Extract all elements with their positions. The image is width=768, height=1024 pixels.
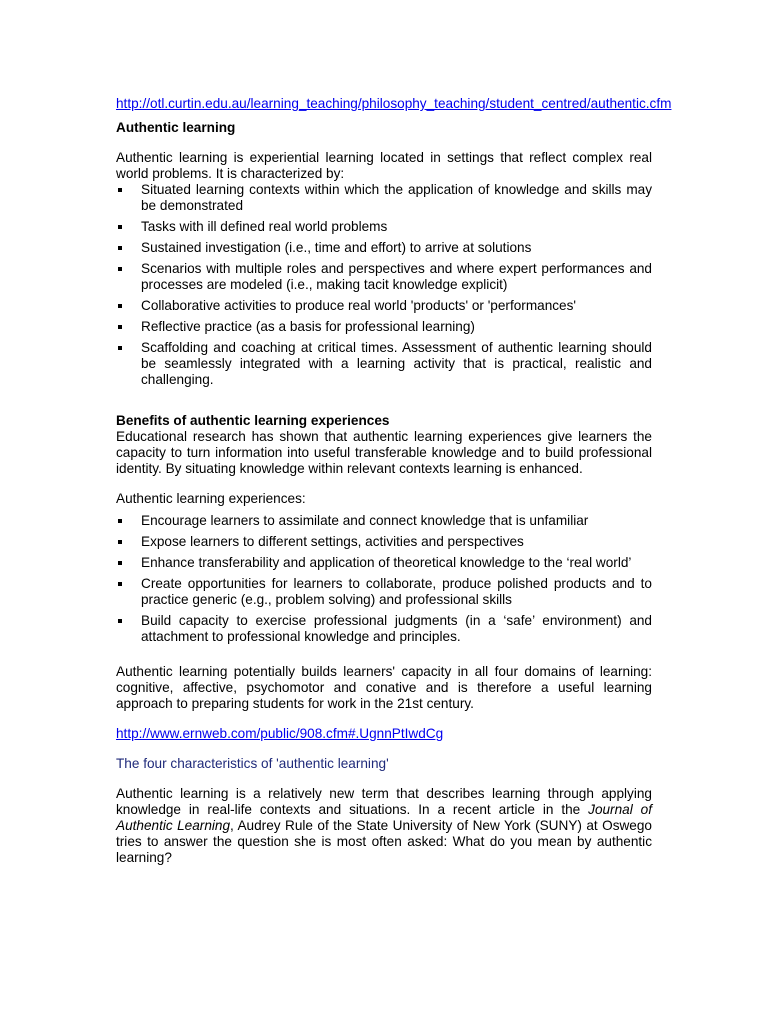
list-item: Build capacity to exercise professional judgments (in a ‘safe’ environment) and attachment to professional knowledge and principles. (116, 613, 652, 645)
bullet-icon (118, 519, 122, 523)
four-characteristics-body: Authentic learning is a relatively new term that describes learning through applying knowledge in real-life contexts and situations. In a recent article in the Journal of Authentic Learning, Audrey Rule of the State University of New York (SUNY) at Oswego tries to answer the question she is most often asked: What do you mean by authentic learning? (116, 786, 652, 865)
document-page (116, 96, 672, 866)
list-item: Encourage learners to assimilate and connect knowledge that is unfamiliar (116, 513, 652, 529)
domains-paragraph: Authentic learning potentially builds learners' capacity in all four domains of learning: cognitive, affective, psychomotor and conative and is therefore a useful learning approach to preparing students for work in the 21st century. (116, 664, 652, 711)
bullet-icon (118, 188, 122, 192)
bullet-icon (118, 325, 122, 329)
benefits-heading: Benefits of authentic learning experiences (116, 413, 390, 428)
list-item: Scenarios with multiple roles and perspectives and where expert performances and processes are modeled (i.e., making tacit knowledge explicit) (116, 261, 652, 293)
curtin-url-link[interactable]: http://otl.curtin.edu.au/learning_teaching/philosophy_teaching/student_centred/authentic.cfm (116, 96, 672, 111)
bullet-icon (118, 619, 122, 623)
bullet-icon (118, 225, 122, 229)
journal-title: Journal of Authentic Learning (116, 802, 652, 833)
bullet-icon (118, 304, 122, 308)
authentic-learning-intro: Authentic learning is experiential learning located in settings that reflect complex real world problems. It is characterized by: (116, 150, 652, 181)
benefits-body: Educational research has shown that authentic learning experiences give learners the capacity to turn information into useful transferable knowledge and to build professional identity. By situating knowledge within relevant contexts learning is enhanced. (116, 429, 652, 476)
list-item: Reflective practice (as a basis for professional learning) (116, 319, 652, 335)
bullet-icon (118, 582, 122, 586)
experiences-list (116, 513, 652, 645)
bullet-icon (118, 561, 122, 565)
list-item: Expose learners to different settings, activities and perspectives (116, 534, 652, 550)
list-item: Sustained investigation (i.e., time and effort) to arrive at solutions (116, 240, 652, 256)
bullet-icon (118, 346, 122, 350)
list-item: Collaborative activities to produce real world 'products' or 'performances' (116, 298, 652, 314)
bullet-icon (118, 540, 122, 544)
authentic-learning-heading: Authentic learning (116, 120, 236, 135)
experiences-intro: Authentic learning experiences: (116, 491, 306, 506)
bullet-icon (118, 267, 122, 271)
list-item: Enhance transferability and application of theoretical knowledge to the ‘real world’ (116, 555, 652, 571)
characteristics-list (116, 182, 652, 388)
list-item: Create opportunities for learners to collaborate, produce polished products and to practice generic (e.g., problem solving) and professional skills (116, 576, 652, 608)
four-characteristics-heading: The four characteristics of 'authentic learning' (116, 756, 389, 771)
list-item: Scaffolding and coaching at critical times. Assessment of authentic learning should be seamlessly integrated with a learning activity that is practical, realistic and challenging. (116, 340, 652, 388)
list-item: Situated learning contexts within which the application of knowledge and skills may be demonstrated (116, 182, 652, 214)
list-item: Tasks with ill defined real world problems (116, 219, 652, 235)
bullet-icon (118, 246, 122, 250)
ernweb-url-link[interactable]: http://www.ernweb.com/public/908.cfm#.UgnnPtIwdCg (116, 726, 444, 741)
